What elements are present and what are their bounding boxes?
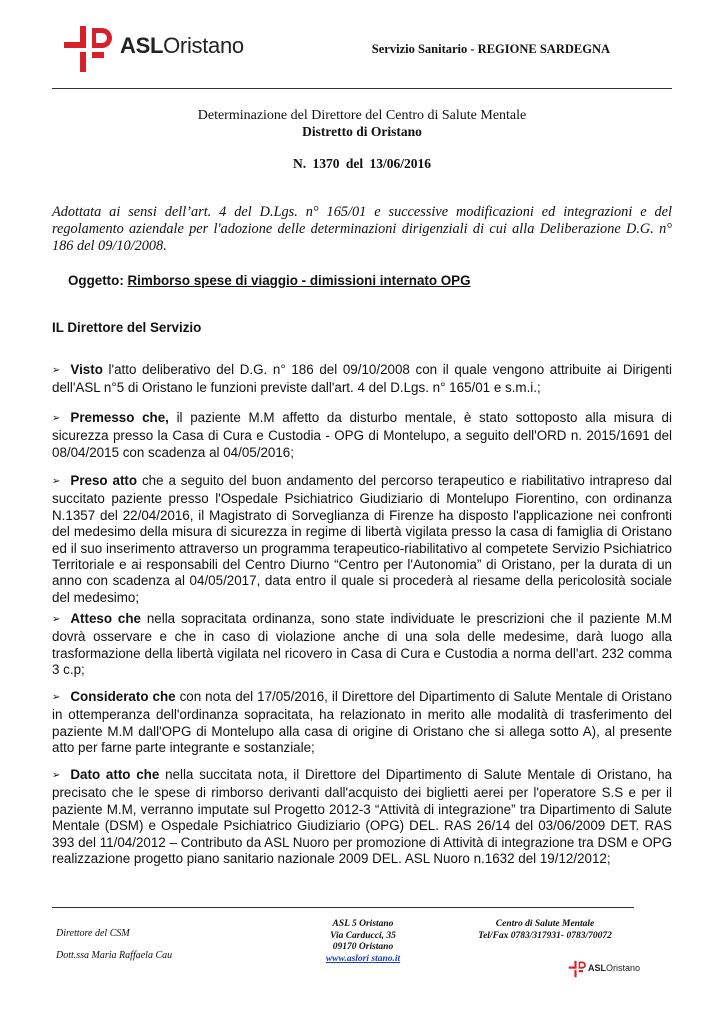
footer-address bbox=[318, 919, 408, 965]
footer-divider bbox=[52, 907, 634, 908]
footer-name: Dott.ssa Maria Raffaela Cau bbox=[56, 950, 173, 961]
arrow-bullet-icon: ➢ bbox=[52, 614, 61, 625]
header-divider bbox=[52, 88, 672, 89]
footer-asl-logo bbox=[568, 960, 648, 980]
footer-website-link[interactable]: www.aslori stano.it bbox=[325, 953, 401, 964]
determination-title: Determinazione del Direttore del Centro di Salute Mentale bbox=[197, 108, 527, 123]
asl-cross-icon bbox=[62, 24, 118, 74]
subject-line bbox=[68, 273, 471, 288]
paragraph-dato-atto: ➢ Dato atto che nella succitata nota, il Direttore del Dipartimento di Salute Mentale di Oristano, ha precisato che le spese di rimborso derivanti dall'acquisto dei biglietti aerei per l'operatore S.S e per il paziente M.M, verranno imputate sul Progetto 2012-3 “Attività di integrazione” tra Dipartimento di Salute Mentale (DSM) e Ospedale Psichiatrico Giudiziario (OPG) DEL. RAS 26/14 del 03/06/2009 DET. RAS 393 del 11/04/2012 – Contributo da ASL Nuoro per promozione di Attività di integrazione tra DSM e OPG realizzazione progetto piano sanitario nazionale 2009 DEL. ASL Nuoro n.1632 del 19/12/2012; bbox=[52, 767, 672, 867]
arrow-bullet-icon: ➢ bbox=[52, 770, 61, 781]
adoption-statement: Adottata ai sensi dell’art. 4 del D.Lgs. n° 165/01 e successive modificazioni ed integrazioni e del regolamento aziendale per l'adozione delle determinazioni dirigenziali di cui alla Deliberazione D.G. n° 186 del 09/10/2008. bbox=[52, 204, 672, 254]
arrow-bullet-icon: ➢ bbox=[52, 413, 61, 424]
footer-contact bbox=[470, 919, 620, 942]
subject-label: Oggetto: bbox=[68, 273, 124, 288]
paragraph-preso-atto: ➢ Preso atto che a seguito del buon andamento del percorso terapeutico e riabilitativo intrapreso dal succitato paziente presso l'Ospedale Psichiatrico Giudiziario di Montelupo Fiorentino, con ordinanza N.1357 del 22/04/2016, il Magistrato di Sorveglianza di Firenze ha disposto l'applicazione nei confronti del medesimo della misura di sicurezza in regime di libertà vigilata presso la casa di famiglia di Oristano ed il suo inserimento attraverso un programma terapeutico-riabilitativo al competete Servizio Psichiatrico Territoriale e ai responsabili del Centro Diurno “Centro per l'Autonomia” di Oristano, per la durata di un anno con scadenza al 04/05/2017, data entro il quale si procederà al riesame della pericolosità sociale del medesimo; bbox=[52, 473, 672, 605]
asl-cross-icon bbox=[568, 960, 588, 978]
paragraph-visto: ➢ Visto l'atto deliberativo del D.G. n° 186 del 09/10/2008 con il quale vengono attribuite ai Dirigenti dell'ASL n°5 di Oristano le funzioni previste dall'art. 4 del D.Lgs. n° 165/01 e s.m.i.; bbox=[52, 362, 672, 396]
paragraph-premesso: ➢ Premesso che, il paziente M.M affetto da disturbo mentale, è stato sottoposto alla misura di sicurezza presso la Casa di Cura e Custodia - OPG di Montelupo, a seguito dell'ORD n. 2015/1691 del 08/04/2015 con scadenza al 04/05/2016; bbox=[52, 410, 672, 460]
paragraph-atteso: ➢ Atteso che nella sopracitata ordinanza, sono state individuate le prescrizioni che il paziente M.M dovrà osservare e che in caso di violazione anche di una sola delle medesime, darà luogo alla trasformazione della libertà vigilata nel ricovero in Casa di Cura e Custodia a norma dell'art. 232 comma 3 c.p; bbox=[52, 611, 672, 678]
director-heading: IL Direttore del Servizio bbox=[52, 320, 202, 335]
asl-logo bbox=[62, 24, 262, 74]
footer-logo-text: ASLOristano bbox=[588, 963, 641, 973]
paragraph-considerato: ➢ Considerato che con nota del 17/05/2016, il Direttore del Dipartimento di Salute Mentale di Oristano in ottemperanza dell'ordinanza sopracitata, ha relazionato in merito alle modalità di trasferimento del paziente M.M dall'OPG di Montelupo alla casa di origine di Oristano che si allega sotto A), al presente atto per farne parte integrante e sostanziale; bbox=[52, 689, 672, 756]
determination-number: N. 1370 del 13/06/2016 bbox=[292, 156, 431, 171]
footer-street: Via Carducci, 35 bbox=[330, 930, 396, 941]
footer-role: Direttore del CSM bbox=[56, 928, 130, 939]
arrow-bullet-icon: ➢ bbox=[52, 476, 61, 487]
footer-city: 09170 Oristano bbox=[332, 942, 394, 952]
footer-center-name: Centro di Salute Mentale bbox=[495, 919, 595, 929]
subject-text: Rimborso spese di viaggio - dimissioni internato OPG bbox=[127, 273, 471, 288]
footer-signatory bbox=[56, 923, 172, 967]
footer-org: ASL 5 Oristano bbox=[332, 919, 394, 929]
footer-phone: Tel/Fax 0783/317931- 0783/70072 bbox=[478, 930, 612, 941]
arrow-bullet-icon: ➢ bbox=[52, 365, 61, 376]
header-region-title: Servizio Sanitario - REGIONE SARDEGNA bbox=[371, 42, 610, 56]
district-title: Distretto di Oristano bbox=[302, 124, 422, 139]
logo-text: ASLOristano bbox=[120, 33, 244, 58]
arrow-bullet-icon: ➢ bbox=[52, 692, 61, 703]
